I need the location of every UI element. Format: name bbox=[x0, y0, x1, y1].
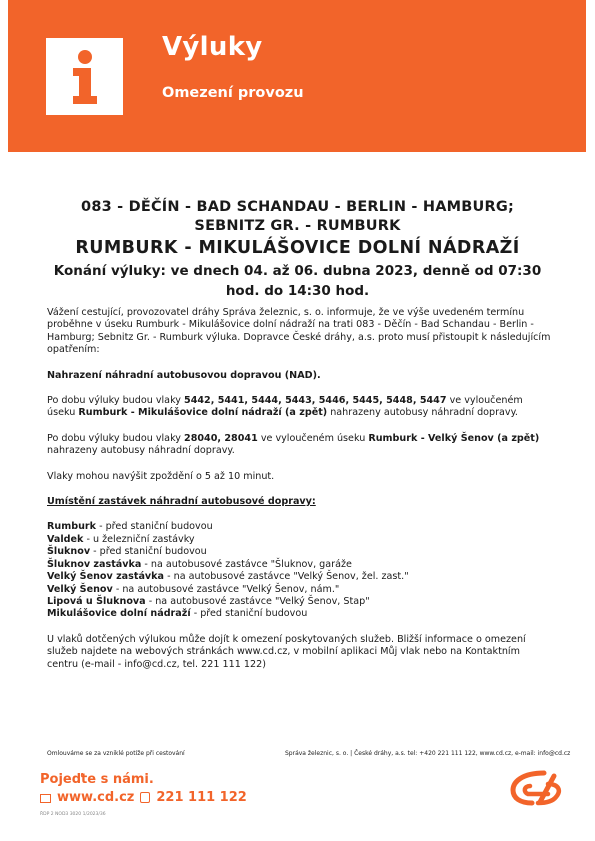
header-banner bbox=[8, 0, 586, 152]
nad-heading: Nahrazení náhradní autobusovou dopravou (NAD). bbox=[47, 369, 321, 381]
phone-icon bbox=[140, 792, 150, 803]
web-icon bbox=[40, 794, 51, 803]
list-item: Velký Šenov zastávka - na autobusové zastávce "Velký Šenov, žel. zast." bbox=[47, 571, 409, 583]
list-item: Lipová u Šluknova - na autobusové zastávce "Velký Šenov, Stap" bbox=[47, 595, 370, 607]
closing-paragraph: U vlaků dotčených výlukou může dojít k omezení poskytovaných služeb. Bližší informace o omezení služeb najdete na webových stránkách www.cd.cz, v mobilní aplikaci Můj vlak nebo na Kontaktním centru (e-mail - info@cd.cz, tel. 221 111 122) bbox=[47, 633, 526, 670]
paragraph-trains-2: Po dobu výluky budou vlaky 28040, 28041 ve vyloučeném úseku Rumburk - Velký Šenov (a zpět) nahrazeny autobusy náhradní dopravy. bbox=[47, 432, 540, 457]
train-numbers-1: 5442, 5441, 5444, 5443, 5446, 5445, 5448, 5447 bbox=[184, 395, 447, 407]
delay-note: Vlaky mohou navýšit zpoždění o 5 až 10 minut. bbox=[47, 470, 275, 482]
contact-row bbox=[40, 790, 247, 805]
contact-line: Správa železnic, s. o. | České dráhy, a.s. tel: +420 221 111 122, www.cd.cz, e-mail: info@cd.cz bbox=[285, 750, 571, 757]
list-item: Šluknov zastávka - na autobusové zastávce "Šluknov, garáže bbox=[47, 558, 352, 570]
route-title-line-1: 083 - DĚČÍN - BAD SCHANDAU - BERLIN - HAMBURG; bbox=[81, 199, 514, 215]
section-name-1: Rumburk - Mikulášovice dolní nádraží (a zpět) bbox=[78, 407, 328, 419]
phone-number: 221 111 122 bbox=[156, 790, 247, 805]
train-numbers-2: 28040, 28041 bbox=[184, 432, 258, 444]
slogan: Pojeďte s námi. bbox=[40, 772, 154, 787]
notice-headings bbox=[0, 198, 595, 300]
cd-logo-icon bbox=[510, 770, 562, 806]
stops-list bbox=[47, 521, 552, 620]
date-line-1: Konání výluky: ve dnech 04. až 06. dubna 2023, denně od 07:30 bbox=[53, 263, 542, 279]
section-title: RUMBURK - MIKULÁŠOVICE DOLNÍ NÁDRAŽÍ bbox=[75, 238, 520, 258]
list-item: Velký Šenov - na autobusové zastávce "Velký Šenov, nám." bbox=[47, 583, 340, 595]
banner-subtitle: Omezení provozu bbox=[162, 85, 304, 101]
paragraph-trains-1: Po dobu výluky budou vlaky 5442, 5441, 5444, 5443, 5446, 5445, 5448, 5447 ve vyloučeném úseku Rumburk - Mikulášovice dolní nádraží (a zpět) nahrazeny autobusy náhradní dopravy. bbox=[47, 395, 523, 419]
reference-code: ŘDP 2 NOD3 3020 1/2023/36 bbox=[40, 812, 106, 817]
banner-title: Výluky bbox=[162, 32, 263, 62]
website-link[interactable]: www.cd.cz bbox=[57, 790, 135, 805]
apology-note: Omlouváme se za vzniklé potíže při cestování bbox=[47, 750, 185, 757]
intro-paragraph: Vážení cestující, provozovatel dráhy Správa železnic, s. o. informuje, že ve výše uvedeném termínu proběhne v úseku Rumburk - Mikulášovice dolní nádraží na trati 083 - Děčín - Bad Schandau - Berlin - Hamburg; Sebnitz Gr. - Rumburk výluka. Dopravce České dráhy, a.s. proto musí přistoupit k následujícím opatřením: bbox=[47, 307, 551, 356]
list-item: Šluknov - před staniční budovou bbox=[47, 546, 207, 558]
list-item: Rumburk - před staniční budovou bbox=[47, 521, 213, 533]
date-line-2: hod. do 14:30 hod. bbox=[225, 283, 370, 299]
list-item: Mikulášovice dolní nádraží - před staniční budovou bbox=[47, 608, 308, 620]
stops-heading: Umístění zastávek náhradní autobusové dopravy: bbox=[47, 496, 316, 508]
info-icon bbox=[46, 38, 123, 115]
notice-body bbox=[47, 307, 552, 671]
route-title-line-2: SEBNITZ GR. - RUMBURK bbox=[194, 218, 401, 234]
section-name-2: Rumburk - Velký Šenov (a zpět) bbox=[368, 432, 540, 444]
list-item: Valdek - u železniční zastávky bbox=[47, 533, 195, 545]
